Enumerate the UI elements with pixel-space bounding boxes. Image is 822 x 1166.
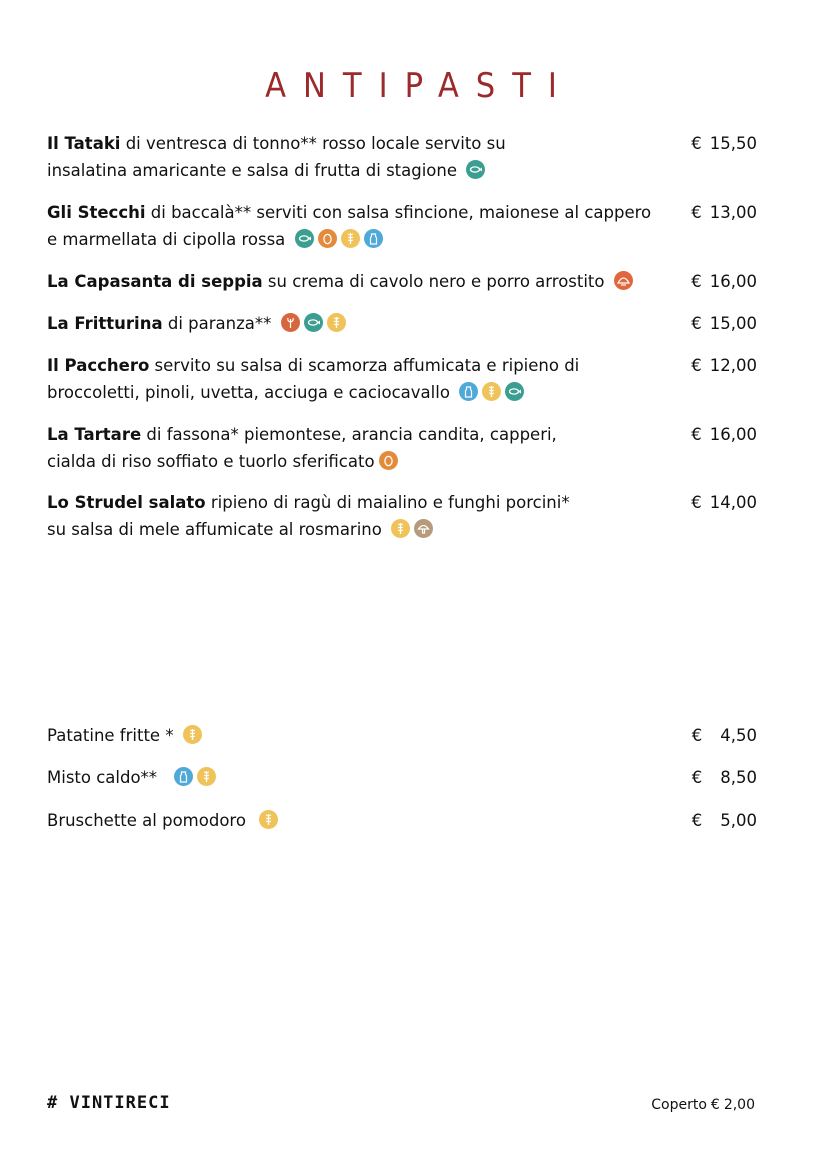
page-title: ANTIPASTI <box>265 66 574 106</box>
dish-price: € 15,50 <box>691 134 757 153</box>
fish-icon <box>505 382 524 401</box>
extra-price: € 5,00 <box>691 811 757 830</box>
egg-icon <box>379 451 398 470</box>
dish-price: € 16,00 <box>691 425 757 444</box>
gluten-icon <box>197 767 216 786</box>
menu-item <box>47 310 757 337</box>
dish-description: su crema di cavolo nero e porro arrostito <box>262 272 605 291</box>
dish-description: di ventresca di tonno** rosso locale servito su <box>120 134 506 153</box>
brand-logo: # VINTIRECI <box>47 1093 171 1113</box>
egg-icon <box>318 229 337 248</box>
menu-item <box>47 421 757 475</box>
extra-name: Misto caldo** <box>47 768 158 787</box>
cover-charge: Coperto € 2,00 <box>651 1097 755 1113</box>
fish-icon <box>304 313 323 332</box>
dish-price: € 13,00 <box>691 203 757 222</box>
fish-icon <box>295 229 314 248</box>
extra-price: € 4,50 <box>691 726 757 745</box>
crustacean-icon <box>281 313 300 332</box>
dish-description: di baccalà** serviti con salsa sfincione, maionese al cappero <box>145 203 652 222</box>
dish-description-line2: broccoletti, pinoli, uvetta, acciuga e caciocavallo <box>47 383 450 402</box>
dish-price: € 12,00 <box>691 356 757 375</box>
dish-description-line2: cialda di riso soffiato e tuorlo sferificato <box>47 452 375 471</box>
dish-price: € 15,00 <box>691 314 757 333</box>
extra-price: € 8,50 <box>691 768 757 787</box>
gluten-icon <box>391 519 410 538</box>
dish-description: di paranza** <box>162 314 272 333</box>
gluten-icon <box>183 725 202 744</box>
dish-name: Lo Strudel salato <box>47 493 206 512</box>
menu-item <box>47 130 757 184</box>
dish-name: Gli Stecchi <box>47 203 146 222</box>
dish-description-line2: e marmellata di cipolla rossa <box>47 230 286 249</box>
menu-item <box>47 268 757 295</box>
dish-name: La Fritturina <box>47 314 163 333</box>
menu-item <box>47 489 757 543</box>
extra-name: Bruschette al pomodoro <box>47 811 246 830</box>
extra-item <box>47 807 757 834</box>
dish-description: servito su salsa di scamorza affumicata e ripieno di <box>149 356 580 375</box>
dish-description: di fassona* piemontese, arancia candita, capperi, <box>141 425 557 444</box>
dish-description: ripieno di ragù di maialino e funghi porcini* <box>205 493 570 512</box>
gluten-icon <box>327 313 346 332</box>
dish-price: € 14,00 <box>691 493 757 512</box>
dish-name: Il Tataki <box>47 134 121 153</box>
gluten-icon <box>259 810 278 829</box>
dish-description-line2: insalatina amaricante e salsa di frutta di stagione <box>47 161 458 180</box>
dairy-icon <box>174 767 193 786</box>
fish-icon <box>466 160 485 179</box>
dairy-icon <box>364 229 383 248</box>
dish-name: Il Pacchero <box>47 356 150 375</box>
menu-item <box>47 352 757 406</box>
extra-name: Patatine fritte * <box>47 726 174 745</box>
dish-description-line2: su salsa di mele affumicate al rosmarino <box>47 520 382 539</box>
extra-item <box>47 722 757 749</box>
extra-item <box>47 764 757 791</box>
dish-name: La Capasanta di seppia <box>47 272 263 291</box>
dish-name: La Tartare <box>47 425 142 444</box>
dish-price: € 16,00 <box>691 272 757 291</box>
dairy-icon <box>459 382 478 401</box>
gluten-icon <box>341 229 360 248</box>
mushroom-icon <box>414 519 433 538</box>
gluten-icon <box>482 382 501 401</box>
menu-item <box>47 199 757 253</box>
shellfish-icon <box>614 271 633 290</box>
